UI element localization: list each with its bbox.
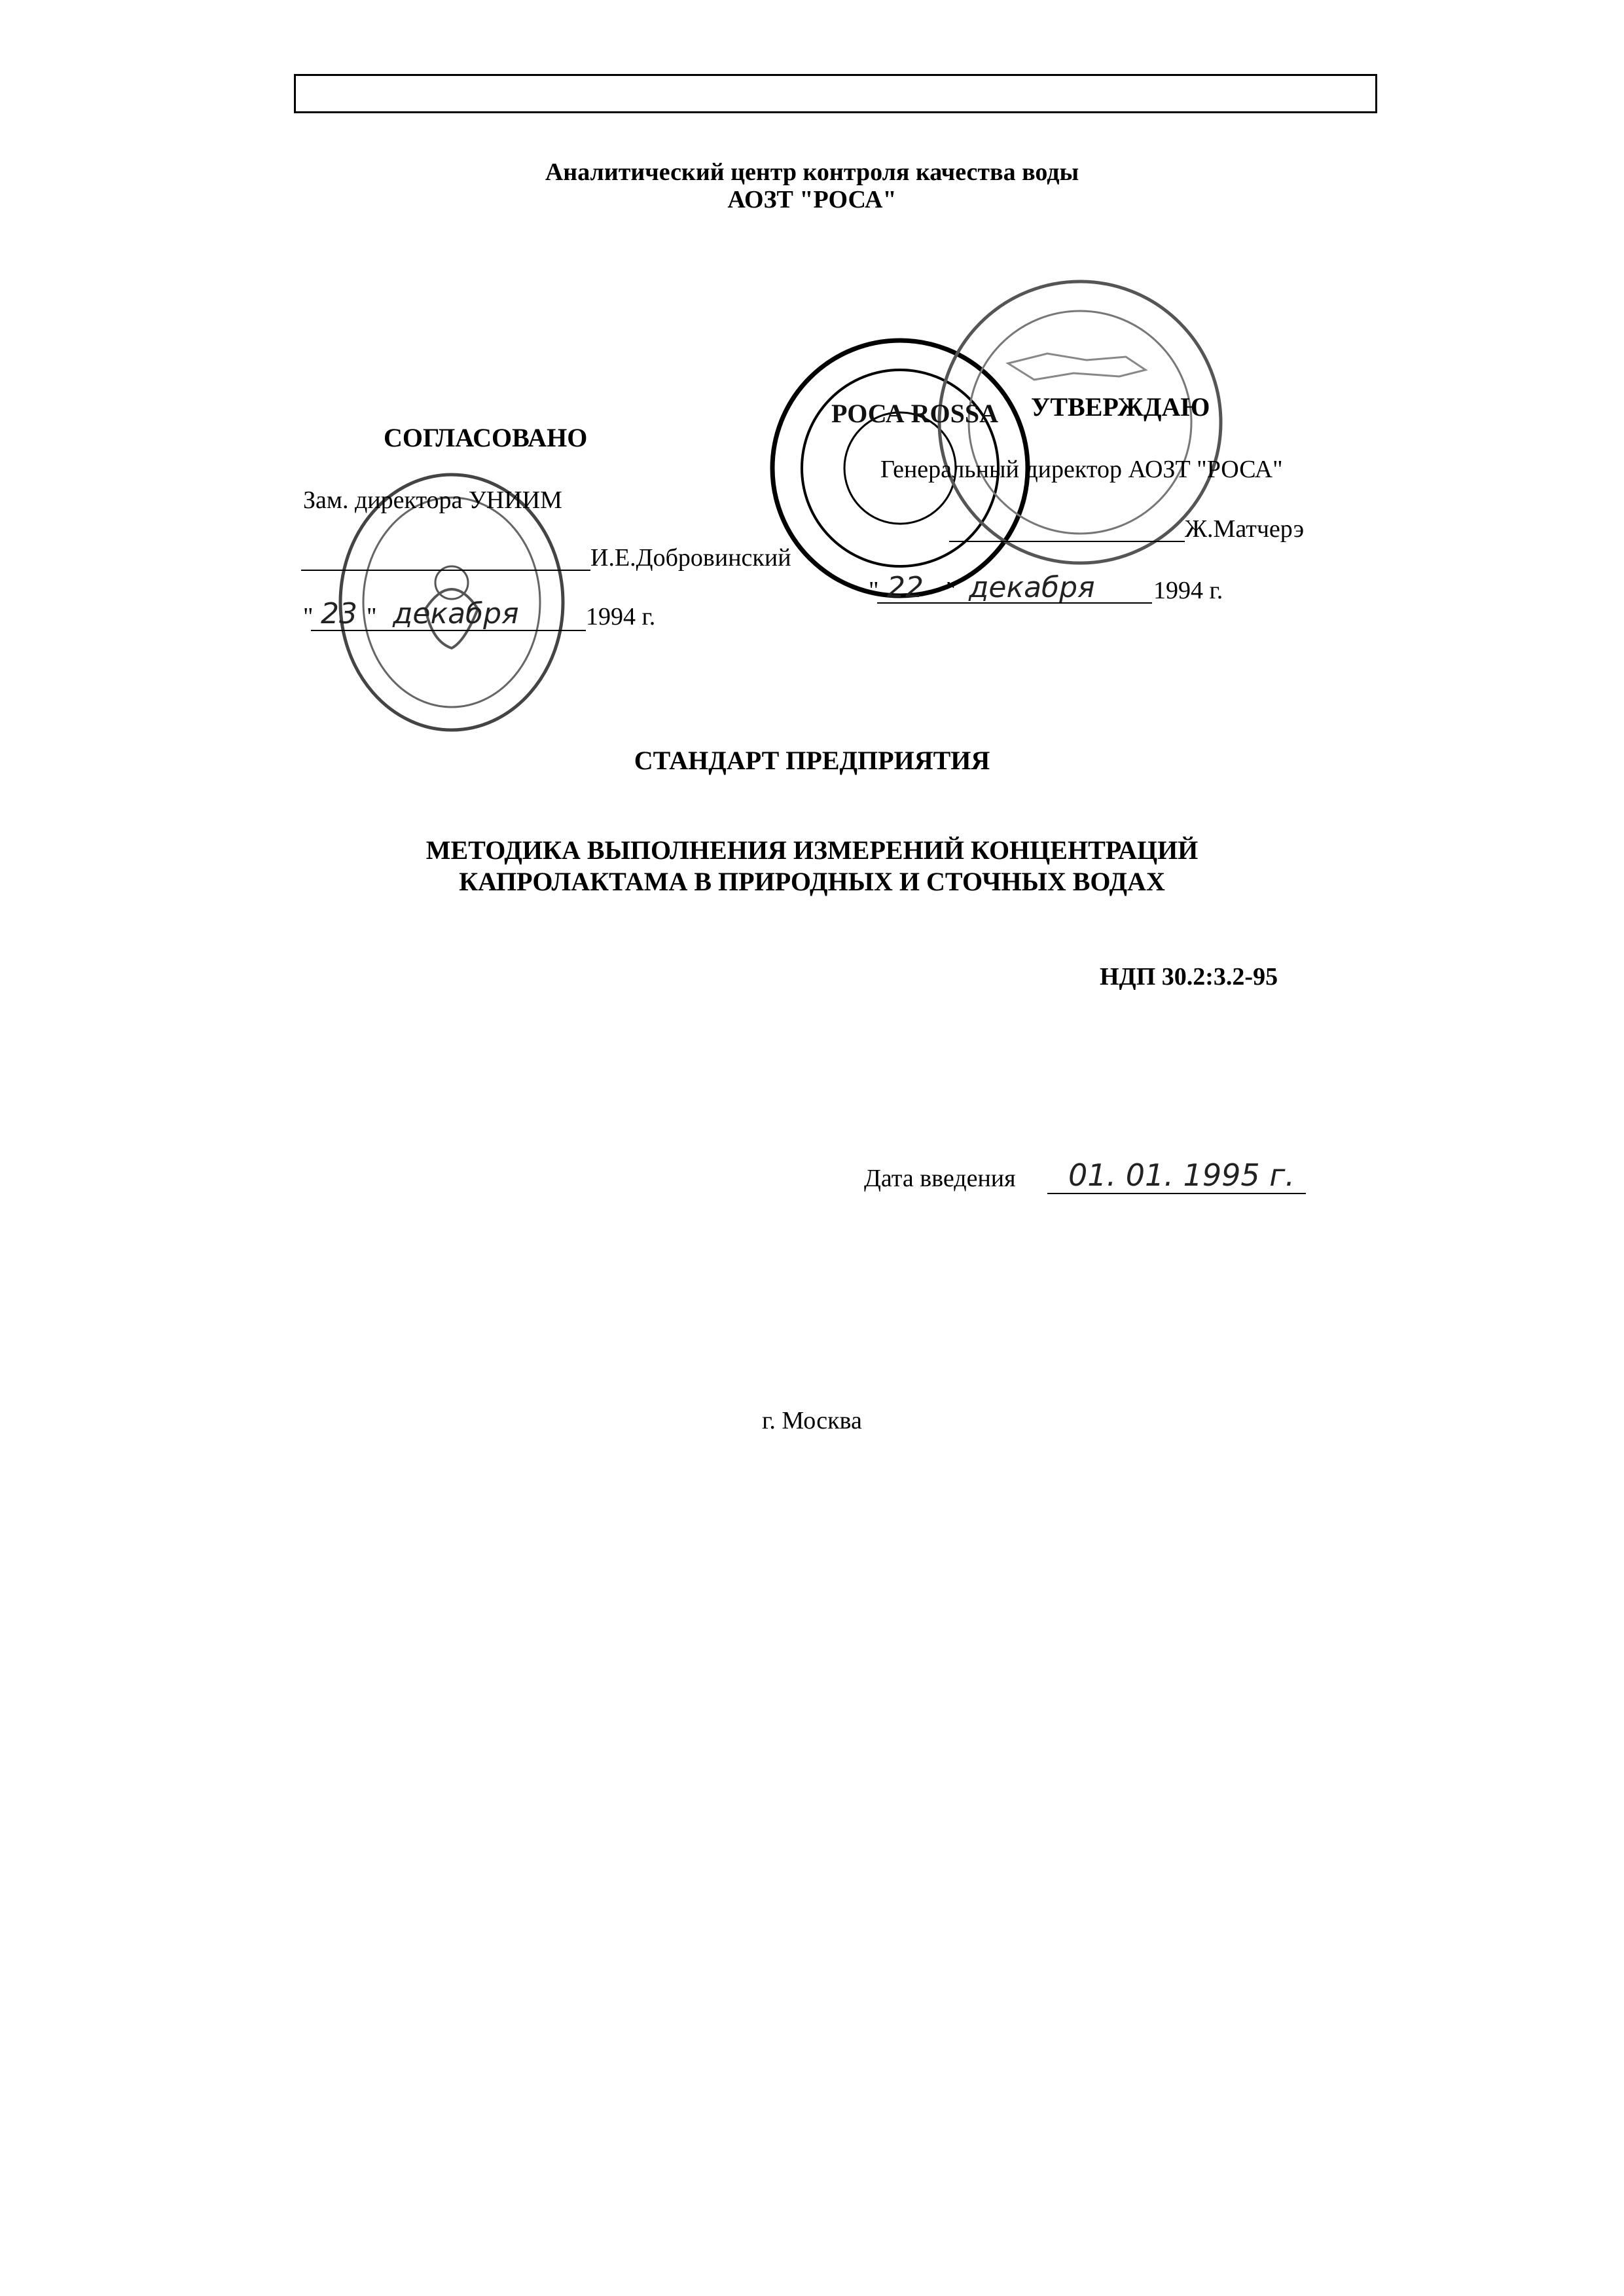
center-stamp-logo: РОСА ROSSA: [831, 399, 998, 428]
agreed-heading: СОГЛАСОВАНО: [384, 423, 588, 452]
org-name: Аналитический центр контроля качества воды: [545, 158, 1079, 186]
document-title-line2: КАПРОЛАКТАМА В ПРИРОДНЫХ И СТОЧНЫХ ВОДАХ: [459, 867, 1165, 896]
approve-position: Генеральный директор АОЗТ "РОСА": [880, 456, 1283, 483]
city: г. Москва: [762, 1407, 862, 1434]
agreed-date-year: 1994 г.: [586, 603, 656, 630]
intro-date-value: 01. 01. 1995 г.: [1068, 1157, 1295, 1193]
approve-date-year: 1994 г.: [1153, 577, 1223, 604]
agreed-date-open-quote: ": [303, 603, 314, 630]
approve-signature-line: [949, 541, 1185, 542]
agreed-date-mid-quote: ": [367, 603, 377, 630]
agreed-date-day: 23: [321, 597, 357, 630]
document-title-line1: МЕТОДИКА ВЫПОЛНЕНИЯ ИЗМЕРЕНИЙ КОНЦЕНТРАЦИЙ: [425, 835, 1199, 865]
approve-date-line: [877, 602, 1152, 604]
org-company: АОЗТ "РОСА": [727, 186, 897, 213]
agreed-position: Зам. директора УНИИМ: [303, 486, 562, 514]
approve-name: Ж.Матчерэ: [1185, 515, 1305, 543]
approve-date-mid-quote: ": [946, 577, 956, 604]
header-frame: [294, 74, 1377, 113]
agreed-signature-line: [301, 570, 590, 571]
intro-date-line: [1047, 1193, 1306, 1194]
document-code: НДП 30.2:3.2-95: [1100, 963, 1278, 991]
approve-date-open-quote: ": [869, 577, 879, 604]
agreed-date-line: [311, 630, 586, 631]
approve-date-month: декабря: [969, 571, 1095, 604]
document-type: СТАНДАРТ ПРЕДПРИЯТИЯ: [634, 746, 990, 775]
approve-heading: УТВЕРЖДАЮ: [1031, 392, 1210, 422]
agreed-date-month: декабря: [393, 597, 519, 630]
intro-date-label: Дата введения: [864, 1165, 1016, 1192]
document-title: [0, 835, 1624, 898]
agreed-name: И.Е.Добровинский: [590, 544, 791, 572]
approve-date-day: 22: [887, 571, 924, 604]
